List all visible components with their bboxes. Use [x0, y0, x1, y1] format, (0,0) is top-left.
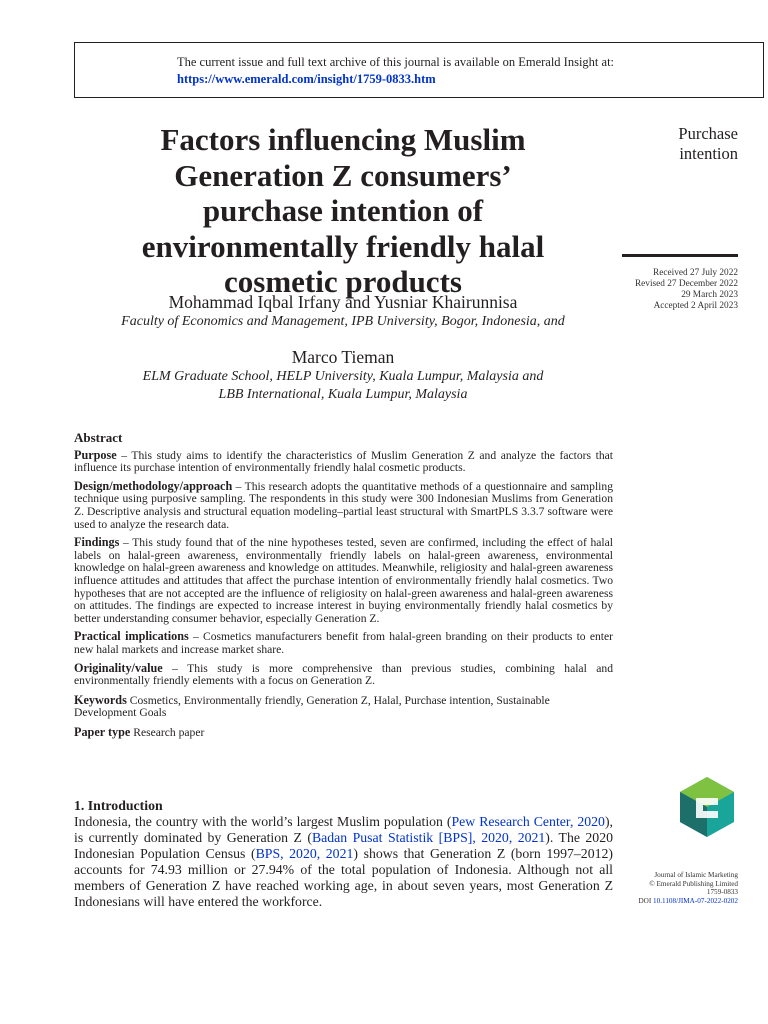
paper-type-label: Paper type [74, 724, 131, 739]
author-block [74, 292, 612, 404]
journal-issn: 1759-0833 [706, 888, 738, 897]
journal-name: Journal of Islamic Marketing [654, 871, 738, 879]
intro-paragraph [74, 814, 613, 910]
affiliation-secondary-line1: ELM Graduate School, HELP University, Kuala Lumpur, Malaysia and [142, 369, 544, 384]
purpose-label: Purpose [74, 447, 117, 462]
practical-label: Practical implications [74, 629, 189, 644]
introduction-section [74, 798, 613, 910]
side-divider [622, 254, 738, 257]
abstract-section [74, 432, 613, 744]
citation-link[interactable]: Badan Pusat Statistik [BPS], 2020, 2021 [311, 830, 546, 845]
running-title [622, 124, 738, 164]
title-line: environmentally friendly halal [141, 228, 545, 264]
design-text: – This research adopts the quantitative methods of a questionnaire and sampling technique using purposive sampling. The respondents in this study were 300 Indonesian Muslims from Generation Z. Descriptive analysis and structural equation modeling–partial least structural with SmartPLS 3.3.7 software were used to analyze the research data. [74, 479, 613, 531]
intro-text: ). The 2020 Indonesian Population Census ( [74, 830, 613, 861]
doi-label: DOI [638, 896, 652, 905]
title-line: purchase intention of [202, 193, 484, 228]
journal-url-link[interactable]: https://www.emerald.com/insight/1759-0833.htm [177, 72, 436, 86]
abstract-design [74, 480, 613, 531]
journal-doi [600, 897, 738, 906]
intro-text: Indonesia, the country with the world’s largest Muslim population ( [74, 814, 452, 829]
paper-type-text: Research paper [130, 725, 205, 739]
author-spacer [74, 331, 612, 347]
keywords [74, 694, 613, 720]
abstract-purpose [74, 449, 613, 475]
journal-info [600, 871, 738, 905]
revised-date-1: Revised 27 December 2022 [634, 279, 738, 289]
findings-label: Findings [74, 535, 120, 550]
article-title [74, 122, 612, 300]
emerald-logo [676, 776, 738, 838]
abstract-heading: Abstract [74, 430, 123, 445]
authors-primary: Mohammad Iqbal Irfany and Yusniar Khairunnisa [168, 292, 518, 312]
running-title-line2: intention [679, 144, 738, 163]
affiliation-secondary-line2: LBB International, Kuala Lumpur, Malaysia [218, 387, 468, 402]
purpose-text: – This study aims to identify the characteristics of Muslim Generation Z and analyze the factors that influence its purchase intention of environmentally friendly halal cosmetic products. [74, 448, 613, 475]
title-line: Generation Z consumers’ [174, 157, 512, 193]
received-date: Received 27 July 2022 [653, 268, 738, 278]
abstract-practical [74, 630, 613, 656]
citation-link[interactable]: BPS, 2020, 2021 [255, 846, 354, 861]
originality-text: – This study is more comprehensive than previous studies, combining halal and environmentally friendly elements with a focus on Generation Z. [74, 661, 613, 688]
intro-text: ), is currently dominated by Generation Z ( [74, 814, 613, 845]
title-line: cosmetic products [224, 264, 462, 299]
authors-secondary: Marco Tieman [291, 347, 395, 367]
intro-heading: 1. Introduction [74, 798, 163, 813]
article-dates [600, 268, 738, 312]
findings-text: – This study found that of the nine hypotheses tested, seven are confirmed, including the effect of halal labels on halal-green awareness, environmentally friendly labels on halal-green awareness, environmental knowledge on halal-green awareness and knowledge on attitudes. Meanwhile, religiosity and halal-green awareness influence attitudes and attitudes that affect the purchase intention of environmentally friendly halal cosmetics. Two hypotheses that are not accepted are the influence of religiosity on halal-green awareness and halal-green awareness on attitudes. The findings are expected to increase interest in buying environmentally friendly halal cosmetics by better understanding consumer behavior, especially Generation Z. [74, 536, 613, 625]
keywords-text: Cosmetics, Environmentally friendly, Generation Z, Halal, Purchase intention, Sustainable Development Goals [74, 693, 550, 720]
abstract-findings [74, 536, 613, 625]
keywords-label: Keywords [74, 692, 127, 707]
running-title-line1: Purchase [678, 124, 738, 143]
abstract-originality [74, 662, 613, 688]
paper-type [74, 726, 613, 740]
citation-link[interactable]: Pew Research Center, 2020 [451, 814, 605, 829]
access-note: The current issue and full text archive of this journal is available on Emerald Insight at: [177, 55, 615, 69]
practical-text: – Cosmetics manufacturers benefit from halal-green branding on their products to enter new halal markets and increase market share. [74, 630, 613, 656]
affiliation-primary: Faculty of Economics and Management, IPB University, Bogor, Indonesia, and [121, 314, 565, 329]
accepted-date: Accepted 2 April 2023 [653, 301, 738, 311]
revised-date-2: 29 March 2023 [681, 290, 738, 300]
design-label: Design/methodology/approach [74, 478, 233, 493]
journal-access-box [74, 42, 764, 98]
originality-label: Originality/value [74, 660, 163, 675]
intro-text: ) shows that Generation Z (born 1997–2012) accounts for 74.93 million or 27.94% of the total population of Indonesia. Although not all members of Generation Z have reached working age, in about seven years, most Generation Z Indonesians will have entered the workforce. [74, 846, 613, 909]
doi-link[interactable]: 10.1108/JIMA-07-2022-0202 [653, 896, 738, 905]
title-line: Factors influencing Muslim [160, 122, 526, 157]
journal-copyright: © Emerald Publishing Limited [649, 879, 738, 888]
